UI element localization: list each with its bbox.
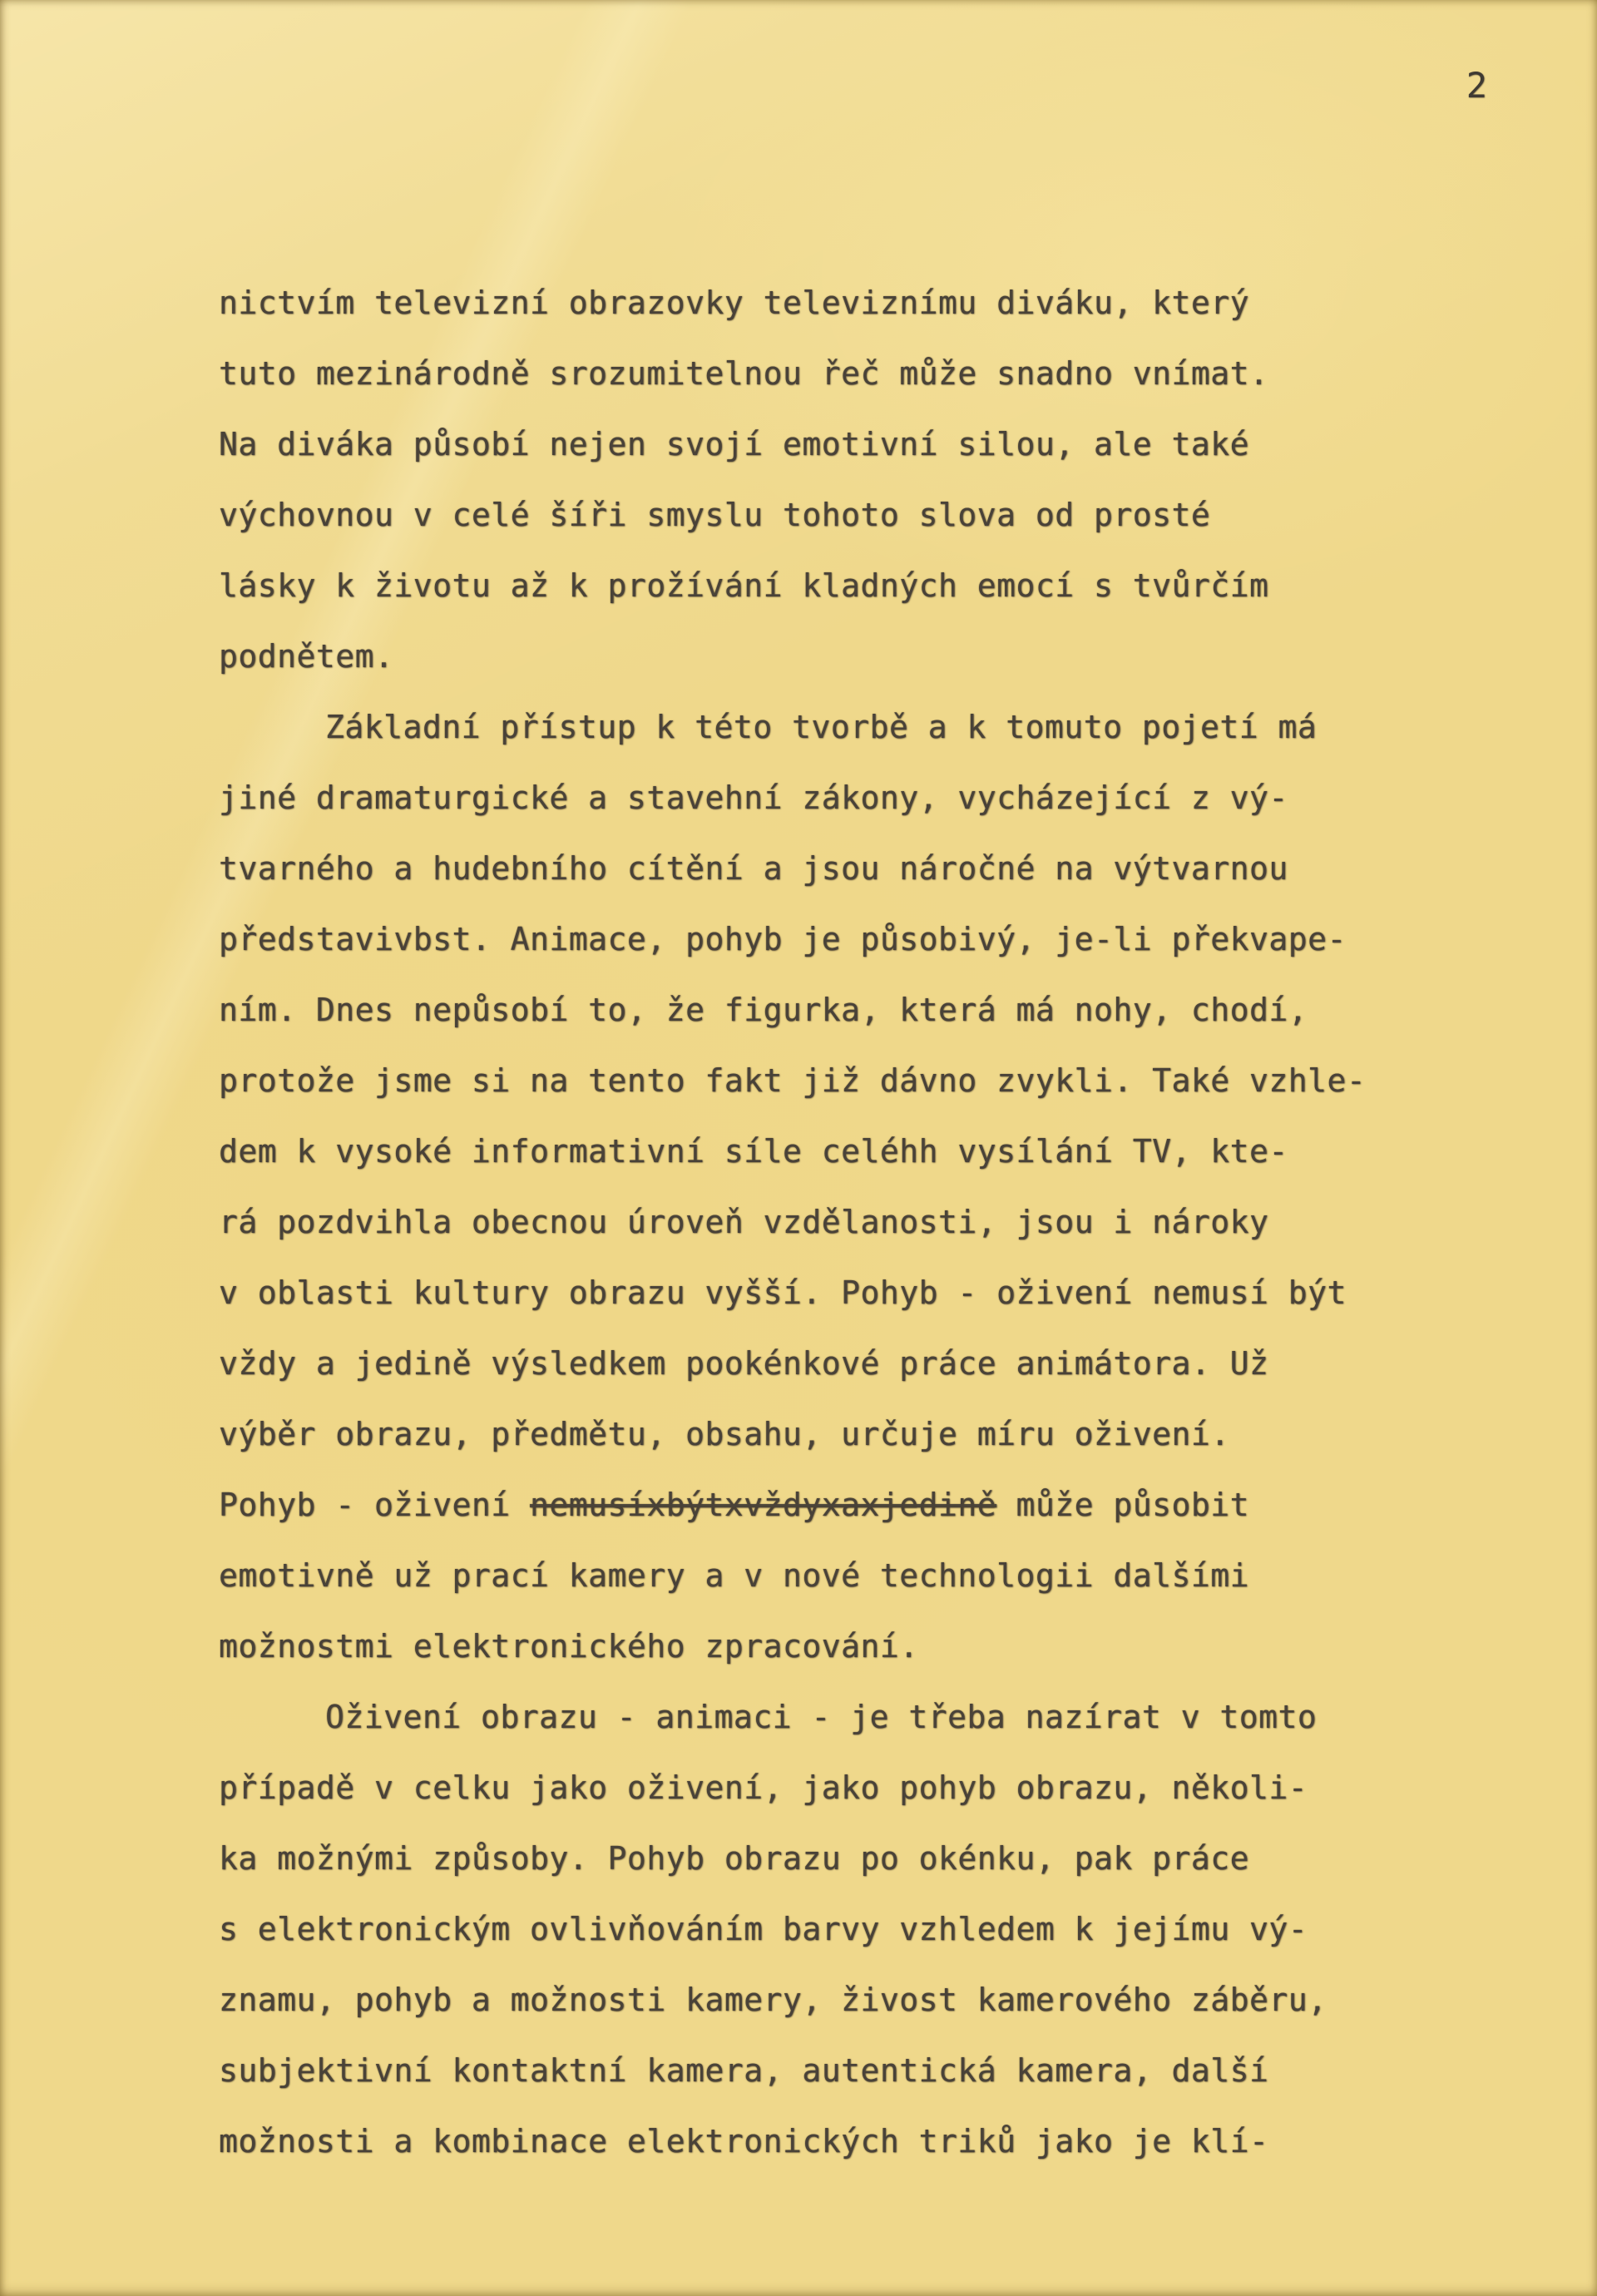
struck-out-text: nemusíxbýtxvždyxaxjedině (530, 1487, 997, 1523)
text-segment: výběr obrazu, předmětu, obsahu, určuje míru oživení. (219, 1416, 1230, 1452)
text-line (219, 692, 1500, 763)
text-line (219, 1823, 1500, 1894)
text-segment: Základní přístup k této tvorbě a k tomuto pojetí má (325, 709, 1318, 745)
text-segment: podnětem. (219, 638, 394, 675)
text-segment: znamu, pohyb a možnosti kamery, živost kamerového záběru, (219, 1982, 1328, 2018)
text-segment: rá pozdvihla obecnou úroveň vzdělanosti, jsou i nároky (219, 1204, 1269, 1240)
text-line (219, 2036, 1500, 2106)
text-line (219, 1611, 1500, 1682)
text-line (219, 975, 1500, 1046)
text-line (219, 904, 1500, 975)
text-line (219, 763, 1500, 834)
text-segment: dem k vysoké informativní síle celéhh vysílání TV, kte- (219, 1133, 1288, 1170)
text-segment: tvarného a hudebního cítění a jsou náročné na výtvarnou (219, 850, 1288, 887)
text-line (219, 1187, 1500, 1258)
text-segment: tuto mezinárodně srozumitelnou řeč může snadno vnímat. (219, 355, 1269, 392)
text-line (219, 551, 1500, 621)
text-line (219, 1258, 1500, 1329)
text-line (219, 339, 1500, 409)
text-segment: představivbst. Animace, pohyb je působivý, je-li překvape- (219, 921, 1347, 957)
text-line (219, 834, 1500, 904)
text-segment: možnostmi elektronického zpracování. (219, 1628, 919, 1665)
text-segment: možnosti a kombinace elektronických triků jako je klí- (219, 2123, 1269, 2160)
text-line (219, 268, 1500, 339)
text-segment: může působit (996, 1487, 1250, 1523)
text-line (219, 1682, 1500, 1753)
text-line (219, 1470, 1500, 1541)
text-line (219, 1399, 1500, 1470)
text-line (219, 1541, 1500, 1611)
text-segment: emotivně už prací kamery a v nové technologii dalšími (219, 1557, 1250, 1594)
text-segment: s elektronickým ovlivňováním barvy vzhledem k jejímu vý- (219, 1911, 1308, 1947)
text-segment: ním. Dnes nepůsobí to, že figurka, která má nohy, chodí, (219, 992, 1308, 1028)
text-segment: případě v celku jako oživení, jako pohyb obrazu, několi- (219, 1769, 1308, 1806)
text-segment: výchovnou v celé šíři smyslu tohoto slova od prosté (219, 497, 1211, 533)
text-segment: lásky k životu až k prožívání kladných emocí s tvůrčím (219, 567, 1269, 604)
text-line (219, 1329, 1500, 1399)
text-segment: jiné dramaturgické a stavehní zákony, vycházející z vý- (219, 779, 1288, 816)
text-line (219, 1965, 1500, 2036)
page-number: 2 (1466, 65, 1487, 106)
text-segment: nictvím televizní obrazovky televiznímu diváku, který (219, 285, 1250, 321)
text-segment: subjektivní kontaktní kamera, autentická kamera, další (219, 2052, 1269, 2089)
typed-text-block (219, 268, 1500, 2177)
text-segment: Na diváka působí nejen svojí emotivní silou, ale také (219, 426, 1250, 463)
text-segment: Pohyb - oživení (219, 1487, 531, 1523)
text-segment: protože jsme si na tento fakt již dávno zvykli. Také vzhle- (219, 1062, 1367, 1099)
text-segment: Oživení obrazu - animaci - je třeba nazírat v tomto (325, 1699, 1318, 1735)
text-line (219, 409, 1500, 480)
text-line (219, 1046, 1500, 1116)
text-segment: vždy a jedině výsledkem pookénkové práce animátora. Už (219, 1345, 1269, 1382)
text-line (219, 480, 1500, 551)
text-line (219, 1116, 1500, 1187)
text-line (219, 2106, 1500, 2177)
text-segment: v oblasti kultury obrazu vyšší. Pohyb - oživení nemusí být (219, 1274, 1347, 1311)
text-line (219, 1894, 1500, 1965)
text-line (219, 621, 1500, 692)
text-line (219, 1753, 1500, 1823)
text-segment: ka možnými způsoby. Pohyb obrazu po okénku, pak práce (219, 1840, 1250, 1877)
